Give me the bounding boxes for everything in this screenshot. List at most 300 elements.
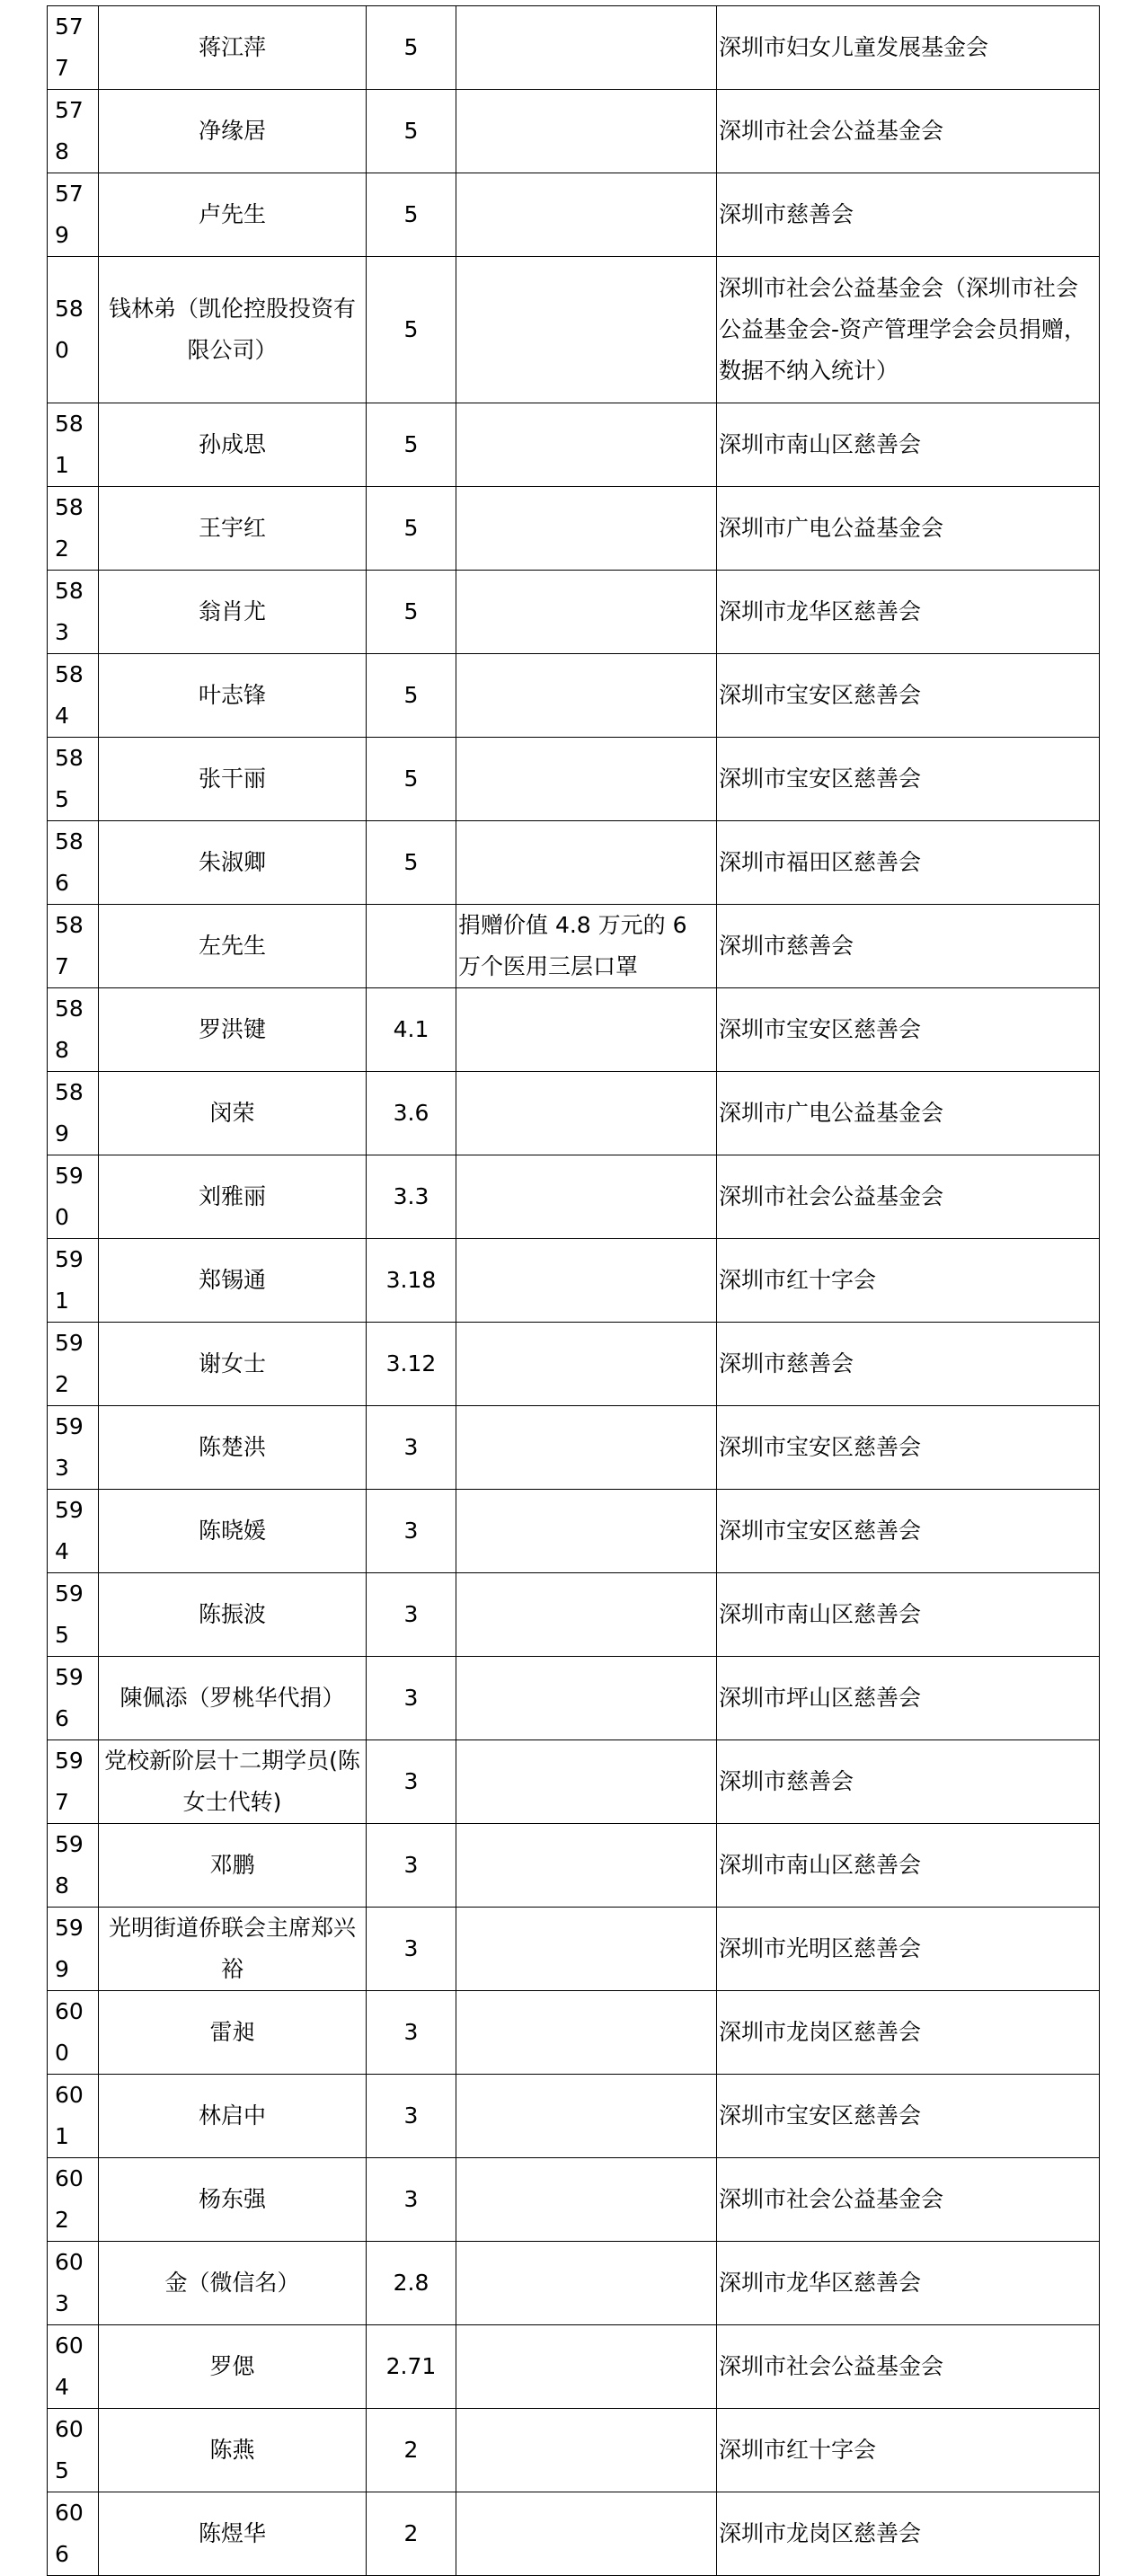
donor-name: 陈楚洪: [198, 1434, 266, 1460]
receiving-organization: 深圳市宝安区慈善会: [719, 766, 922, 792]
receiving-organization: 深圳市社会公益基金会: [719, 118, 944, 144]
table-row: [48, 1740, 1100, 1824]
donation-amount-cell: [367, 2325, 456, 2409]
table-row: [48, 2075, 1100, 2158]
row-number-cell: [48, 1406, 99, 1490]
donated-goods-cell: [456, 403, 717, 487]
row-number: 596: [55, 1664, 84, 1731]
row-number-cell: [48, 1155, 99, 1239]
row-number: 595: [55, 1580, 84, 1648]
donated-goods-cell: [456, 571, 717, 654]
donated-goods-cell: [456, 2242, 717, 2325]
receiving-organization: 深圳市广电公益基金会: [719, 515, 944, 541]
donor-name-cell: [99, 905, 367, 988]
row-number: 588: [55, 996, 84, 1063]
receiving-organization: 深圳市宝安区慈善会: [719, 2102, 922, 2129]
donated-goods-cell: [456, 1406, 717, 1490]
donor-name: 王宇红: [198, 515, 266, 541]
donation-amount-cell: [367, 2242, 456, 2325]
donated-goods-cell: [456, 2158, 717, 2242]
table-row: [48, 654, 1100, 738]
row-number-cell: [48, 2492, 99, 2576]
donated-goods-cell: [456, 173, 717, 257]
donation-amount: 3: [403, 1935, 419, 1961]
receiving-organization-cell: [717, 6, 1100, 90]
donation-amount: 3: [403, 1601, 419, 1627]
row-number: 578: [55, 97, 84, 164]
receiving-organization: 深圳市红十字会: [719, 1267, 877, 1293]
table-row: [48, 1908, 1100, 1991]
donor-name: 雷昶: [209, 2019, 255, 2045]
donor-name-cell: [99, 1991, 367, 2075]
receiving-organization: 深圳市南山区慈善会: [719, 1852, 922, 1878]
row-number: 581: [55, 411, 84, 478]
donor-name-cell: [99, 654, 367, 738]
receiving-organization-cell: [717, 1740, 1100, 1824]
table-row: [48, 487, 1100, 571]
donation-amount-cell: [367, 1323, 456, 1406]
donation-amount: 5: [403, 598, 419, 624]
donor-name: 杨东强: [198, 2186, 266, 2212]
receiving-organization-cell: [717, 2242, 1100, 2325]
row-number: 587: [55, 912, 84, 979]
row-number-cell: [48, 1657, 99, 1740]
donor-name-cell: [99, 1490, 367, 1573]
donor-name: 刘雅丽: [198, 1183, 266, 1209]
row-number-cell: [48, 654, 99, 738]
donation-amount-cell: [367, 487, 456, 571]
receiving-organization-cell: [717, 1573, 1100, 1657]
donation-amount-cell: [367, 905, 456, 988]
donation-amount: 2: [403, 2437, 419, 2463]
row-number-cell: [48, 988, 99, 1072]
table-row: [48, 905, 1100, 988]
donated-goods-cell: [456, 821, 717, 905]
donor-name: 罗洪键: [198, 1016, 266, 1042]
receiving-organization: 深圳市龙华区慈善会: [719, 2270, 922, 2296]
donor-name-cell: [99, 6, 367, 90]
donor-name: 光明街道侨联会主席郑兴裕: [108, 1915, 356, 1982]
donated-goods: 捐赠价值 4.8 万元的 6 万个医用三层口罩: [458, 912, 695, 979]
donated-goods-cell: [456, 1072, 717, 1155]
receiving-organization: 深圳市宝安区慈善会: [719, 682, 922, 708]
donation-amount-cell: [367, 1490, 456, 1573]
receiving-organization-cell: [717, 1406, 1100, 1490]
receiving-organization: 深圳市福田区慈善会: [719, 849, 922, 875]
donation-amount-cell: [367, 1239, 456, 1323]
row-number: 603: [55, 2249, 84, 2316]
receiving-organization-cell: [717, 2409, 1100, 2492]
donation-amount-cell: [367, 2409, 456, 2492]
donation-amount: 3.18: [385, 1267, 437, 1293]
table-row: [48, 1239, 1100, 1323]
table-row: [48, 1155, 1100, 1239]
donated-goods-cell: [456, 2492, 717, 2576]
donation-amount-cell: [367, 1740, 456, 1824]
donation-amount-cell: [367, 1824, 456, 1908]
table-row: [48, 1406, 1100, 1490]
donation-amount-cell: [367, 1573, 456, 1657]
donor-name-cell: [99, 2325, 367, 2409]
row-number-cell: [48, 2158, 99, 2242]
row-number-cell: [48, 1824, 99, 1908]
donor-name: 陈晓媛: [198, 1518, 266, 1544]
donation-amount-cell: [367, 2492, 456, 2576]
donation-amount: 3: [403, 1768, 419, 1794]
receiving-organization-cell: [717, 1239, 1100, 1323]
receiving-organization-cell: [717, 571, 1100, 654]
row-number: 589: [55, 1079, 84, 1146]
row-number-cell: [48, 487, 99, 571]
donation-amount-cell: [367, 90, 456, 173]
donor-name: 林启中: [198, 2102, 266, 2129]
row-number: 605: [55, 2416, 84, 2483]
donor-name: 谢女士: [198, 1350, 266, 1377]
receiving-organization-cell: [717, 1991, 1100, 2075]
donation-amount: 3.3: [393, 1183, 429, 1209]
row-number: 577: [55, 13, 84, 81]
donation-amount: 5: [403, 118, 419, 144]
row-number-cell: [48, 1239, 99, 1323]
donor-name-cell: [99, 1323, 367, 1406]
receiving-organization-cell: [717, 90, 1100, 173]
donation-amount-cell: [367, 1072, 456, 1155]
donated-goods-cell: [456, 1657, 717, 1740]
donor-name-cell: [99, 821, 367, 905]
table-row: [48, 90, 1100, 173]
donation-amount: 2.8: [393, 2270, 429, 2296]
donation-amount: 5: [403, 682, 419, 708]
receiving-organization-cell: [717, 1155, 1100, 1239]
row-number-cell: [48, 571, 99, 654]
receiving-organization-cell: [717, 988, 1100, 1072]
receiving-organization: 深圳市广电公益基金会: [719, 1100, 944, 1126]
row-number-cell: [48, 1991, 99, 2075]
receiving-organization: 深圳市妇女儿童发展基金会: [719, 34, 989, 60]
row-number: 602: [55, 2165, 84, 2233]
receiving-organization-cell: [717, 2075, 1100, 2158]
table-row: [48, 1072, 1100, 1155]
donated-goods-cell: [456, 1490, 717, 1573]
donation-amount-cell: [367, 6, 456, 90]
donation-amount-cell: [367, 1908, 456, 1991]
row-number-cell: [48, 2325, 99, 2409]
donation-amount-cell: [367, 988, 456, 1072]
donation-amount-cell: [367, 257, 456, 403]
receiving-organization-cell: [717, 1908, 1100, 1991]
row-number-cell: [48, 1908, 99, 1991]
row-number: 590: [55, 1163, 84, 1230]
receiving-organization-cell: [717, 173, 1100, 257]
table-row: [48, 6, 1100, 90]
row-number-cell: [48, 90, 99, 173]
row-number-cell: [48, 1740, 99, 1824]
donated-goods-cell: [456, 905, 717, 988]
donated-goods-cell: [456, 487, 717, 571]
donation-amount-cell: [367, 1406, 456, 1490]
row-number: 604: [55, 2333, 84, 2400]
row-number-cell: [48, 738, 99, 821]
receiving-organization: 深圳市慈善会: [719, 933, 854, 959]
donor-name: 闵荣: [209, 1100, 255, 1126]
donor-name: 金（微信名）: [164, 2270, 300, 2296]
donated-goods-cell: [456, 1991, 717, 2075]
receiving-organization-cell: [717, 905, 1100, 988]
donor-name: 郑锡通: [198, 1267, 266, 1293]
table-row: [48, 1657, 1100, 1740]
donated-goods-cell: [456, 738, 717, 821]
donor-name: 卢先生: [198, 201, 266, 227]
table-row: [48, 738, 1100, 821]
row-number: 585: [55, 745, 84, 812]
donor-name: 张干丽: [198, 766, 266, 792]
row-number: 594: [55, 1497, 84, 1564]
donor-name-cell: [99, 1072, 367, 1155]
row-number-cell: [48, 2242, 99, 2325]
donated-goods-cell: [456, 1155, 717, 1239]
receiving-organization: 深圳市慈善会: [719, 1350, 854, 1377]
receiving-organization: 深圳市坪山区慈善会: [719, 1685, 922, 1711]
receiving-organization: 深圳市龙华区慈善会: [719, 598, 922, 624]
donation-amount: 5: [403, 766, 419, 792]
donated-goods-cell: [456, 257, 717, 403]
row-number: 582: [55, 494, 84, 562]
donation-amount: 3.12: [385, 1350, 437, 1377]
table-row: [48, 2409, 1100, 2492]
donation-amount-cell: [367, 654, 456, 738]
donation-amount-cell: [367, 821, 456, 905]
receiving-organization-cell: [717, 821, 1100, 905]
donated-goods-cell: [456, 1740, 717, 1824]
table-body: [48, 6, 1100, 2576]
table-row: [48, 571, 1100, 654]
donation-amount: 4.1: [393, 1016, 429, 1042]
donation-amount-cell: [367, 403, 456, 487]
donated-goods-cell: [456, 1824, 717, 1908]
donor-name-cell: [99, 738, 367, 821]
donor-name-cell: [99, 2492, 367, 2576]
row-number: 597: [55, 1748, 84, 1815]
table-row: [48, 821, 1100, 905]
donor-name: 陈振波: [198, 1601, 266, 1627]
row-number: 592: [55, 1330, 84, 1397]
donated-goods-cell: [456, 988, 717, 1072]
donation-amount: 3: [403, 1685, 419, 1711]
row-number-cell: [48, 2409, 99, 2492]
donor-name: 叶志锋: [198, 682, 266, 708]
donor-name: 钱林弟（凯伦控股投资有限公司）: [108, 296, 356, 363]
donor-name: 陈燕: [209, 2437, 255, 2463]
table-row: [48, 1991, 1100, 2075]
receiving-organization-cell: [717, 1323, 1100, 1406]
receiving-organization: 深圳市宝安区慈善会: [719, 1434, 922, 1460]
table-row: [48, 2242, 1100, 2325]
donor-name-cell: [99, 1824, 367, 1908]
row-number: 606: [55, 2500, 84, 2567]
receiving-organization-cell: [717, 1490, 1100, 1573]
donor-name-cell: [99, 1406, 367, 1490]
receiving-organization-cell: [717, 403, 1100, 487]
donor-name: 蒋江萍: [198, 34, 266, 60]
receiving-organization-cell: [717, 654, 1100, 738]
row-number-cell: [48, 1323, 99, 1406]
donation-amount-cell: [367, 738, 456, 821]
table-row: [48, 2158, 1100, 2242]
donated-goods-cell: [456, 1239, 717, 1323]
donor-name-cell: [99, 2242, 367, 2325]
donation-amount: 3: [403, 1518, 419, 1544]
row-number: 600: [55, 1998, 84, 2066]
row-number-cell: [48, 6, 99, 90]
donor-name-cell: [99, 1740, 367, 1824]
donation-amount-cell: [367, 1657, 456, 1740]
donor-name: 党校新阶层十二期学员(陈女士代转): [104, 1748, 360, 1815]
receiving-organization-cell: [717, 1072, 1100, 1155]
row-number-cell: [48, 821, 99, 905]
row-number: 586: [55, 828, 84, 896]
donation-amount: 5: [403, 34, 419, 60]
row-number: 591: [55, 1246, 84, 1314]
donor-name-cell: [99, 1657, 367, 1740]
receiving-organization: 深圳市慈善会: [719, 1768, 854, 1794]
donor-name: 左先生: [198, 933, 266, 959]
donor-name: 陈煜华: [198, 2520, 266, 2546]
table-row: [48, 2492, 1100, 2576]
donated-goods-cell: [456, 654, 717, 738]
donation-amount-cell: [367, 173, 456, 257]
receiving-organization: 深圳市社会公益基金会: [719, 2186, 944, 2212]
receiving-organization: 深圳市慈善会: [719, 201, 854, 227]
row-number-cell: [48, 1573, 99, 1657]
donation-amount: 5: [403, 431, 419, 457]
row-number: 598: [55, 1831, 84, 1899]
donation-amount: 5: [403, 201, 419, 227]
donated-goods-cell: [456, 90, 717, 173]
row-number-cell: [48, 173, 99, 257]
table-row: [48, 2325, 1100, 2409]
donation-amount: 5: [403, 515, 419, 541]
donation-amount: 2.71: [385, 2353, 437, 2379]
donor-name-cell: [99, 487, 367, 571]
donor-name: 翁肖尤: [198, 598, 266, 624]
row-number-cell: [48, 403, 99, 487]
donation-amount: 2: [403, 2520, 419, 2546]
donation-amount-cell: [367, 2075, 456, 2158]
receiving-organization-cell: [717, 1824, 1100, 1908]
donated-goods-cell: [456, 2075, 717, 2158]
donated-goods-cell: [456, 2325, 717, 2409]
donated-goods-cell: [456, 1323, 717, 1406]
donation-amount-cell: [367, 1155, 456, 1239]
receiving-organization: 深圳市社会公益基金会（深圳市社会公益基金会-资产管理学会会员捐赠，数据不纳入统计）: [719, 275, 1087, 384]
donor-name-cell: [99, 1573, 367, 1657]
donor-name-cell: [99, 257, 367, 403]
donor-name-cell: [99, 988, 367, 1072]
donation-amount: 3.6: [393, 1100, 429, 1126]
donation-amount-cell: [367, 571, 456, 654]
donor-name-cell: [99, 403, 367, 487]
donated-goods-cell: [456, 1573, 717, 1657]
receiving-organization: 深圳市红十字会: [719, 2437, 877, 2463]
donation-amount: 3: [403, 1852, 419, 1878]
row-number-cell: [48, 1490, 99, 1573]
receiving-organization: 深圳市南山区慈善会: [719, 1601, 922, 1627]
table-row: [48, 988, 1100, 1072]
receiving-organization: 深圳市宝安区慈善会: [719, 1518, 922, 1544]
table-row: [48, 403, 1100, 487]
row-number: 601: [55, 2082, 84, 2149]
table-row: [48, 1824, 1100, 1908]
row-number: 593: [55, 1413, 84, 1481]
row-number: 584: [55, 661, 84, 729]
receiving-organization-cell: [717, 487, 1100, 571]
receiving-organization: 深圳市南山区慈善会: [719, 431, 922, 457]
table-row: [48, 1490, 1100, 1573]
donor-name: 罗偲: [209, 2353, 255, 2379]
donor-name-cell: [99, 90, 367, 173]
table-row: [48, 1573, 1100, 1657]
row-number-cell: [48, 257, 99, 403]
donated-goods-cell: [456, 1908, 717, 1991]
donor-name-cell: [99, 1239, 367, 1323]
donation-table: [47, 5, 1100, 2576]
row-number-cell: [48, 1072, 99, 1155]
donation-amount-cell: [367, 2158, 456, 2242]
donor-name-cell: [99, 1155, 367, 1239]
donor-name-cell: [99, 1908, 367, 1991]
donor-name: 朱淑卿: [198, 849, 266, 875]
row-number-cell: [48, 905, 99, 988]
row-number: 583: [55, 578, 84, 645]
row-number-cell: [48, 2075, 99, 2158]
receiving-organization-cell: [717, 257, 1100, 403]
receiving-organization-cell: [717, 738, 1100, 821]
donation-amount: 3: [403, 2019, 419, 2045]
donor-name: 邓鹏: [209, 1852, 255, 1878]
row-number: 599: [55, 1915, 84, 1982]
donation-amount-cell: [367, 1991, 456, 2075]
receiving-organization: 深圳市龙岗区慈善会: [719, 2019, 922, 2045]
donation-amount: 3: [403, 2186, 419, 2212]
donor-name-cell: [99, 2409, 367, 2492]
donation-amount: 5: [403, 849, 419, 875]
row-number: 579: [55, 181, 84, 248]
table-row: [48, 257, 1100, 403]
table-row: [48, 1323, 1100, 1406]
donation-amount: 3: [403, 2102, 419, 2129]
donation-amount: 5: [403, 316, 419, 342]
receiving-organization: 深圳市社会公益基金会: [719, 2353, 944, 2379]
donor-name-cell: [99, 571, 367, 654]
receiving-organization: 深圳市宝安区慈善会: [719, 1016, 922, 1042]
donated-goods-cell: [456, 6, 717, 90]
donor-name-cell: [99, 2158, 367, 2242]
donor-name-cell: [99, 2075, 367, 2158]
table-row: [48, 173, 1100, 257]
receiving-organization: 深圳市光明区慈善会: [719, 1935, 922, 1961]
receiving-organization-cell: [717, 2325, 1100, 2409]
receiving-organization-cell: [717, 2158, 1100, 2242]
receiving-organization: 深圳市龙岗区慈善会: [719, 2520, 922, 2546]
row-number: 580: [55, 296, 84, 363]
receiving-organization: 深圳市社会公益基金会: [719, 1183, 944, 1209]
donor-name: 孙成思: [198, 431, 266, 457]
donation-amount: 3: [403, 1434, 419, 1460]
receiving-organization-cell: [717, 2492, 1100, 2576]
donor-name-cell: [99, 173, 367, 257]
donor-name: 陳佩添（罗桃华代捐）: [120, 1685, 345, 1711]
receiving-organization-cell: [717, 1657, 1100, 1740]
